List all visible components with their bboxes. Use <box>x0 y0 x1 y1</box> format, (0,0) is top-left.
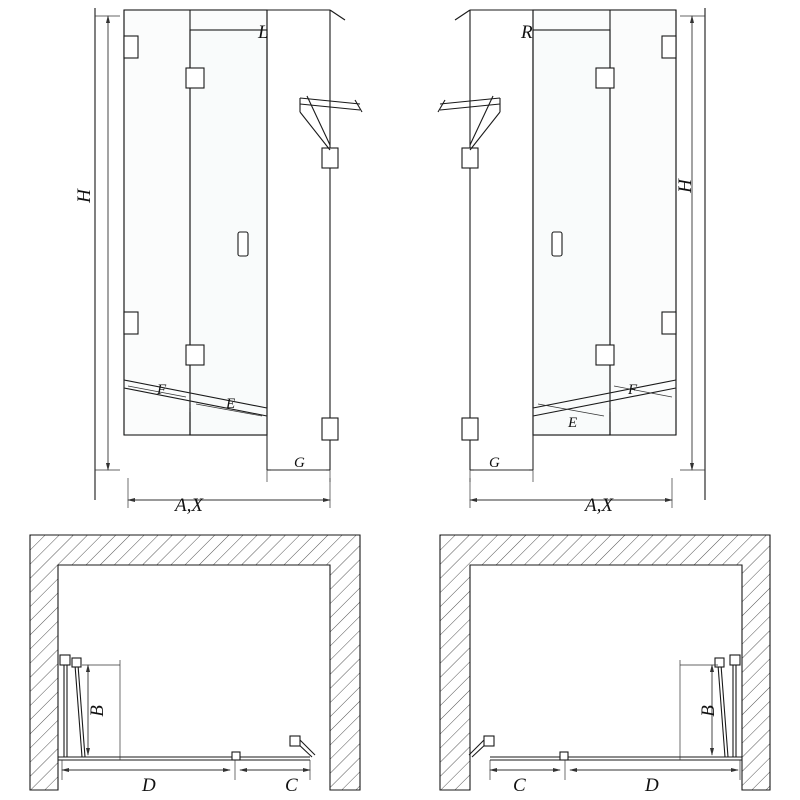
label-depth-right: B <box>697 705 719 717</box>
front-view-left <box>95 8 362 500</box>
label-width-right: A,X <box>585 495 613 516</box>
label-height-right: H <box>674 179 696 193</box>
label-handing-right: R <box>521 22 533 43</box>
dimension-height-left <box>95 16 120 470</box>
label-door-span-left: D <box>142 775 156 796</box>
label-depth-left: B <box>86 705 108 717</box>
label-panel-f-right: F <box>628 382 638 398</box>
plan-view-right <box>440 535 770 790</box>
dimension-width-right <box>470 478 672 508</box>
dimension-height-right <box>680 16 705 470</box>
label-panel-g-left: G <box>294 455 305 471</box>
dimension-width-left <box>128 478 330 508</box>
label-panel-f-left: F <box>157 382 167 398</box>
label-side-span-left: C <box>285 775 298 796</box>
plan-dimensions-right <box>490 660 740 780</box>
label-panel-e-left: E <box>226 396 236 412</box>
label-height-left: H <box>73 189 95 203</box>
label-panel-g-right: G <box>489 455 500 471</box>
label-side-span-right: C <box>513 775 526 796</box>
label-width-left: A,X <box>175 495 203 516</box>
plan-dimensions-left <box>62 660 310 780</box>
label-panel-e-right: E <box>568 415 578 431</box>
label-handing-left: L <box>258 22 269 43</box>
plan-view-left <box>30 535 360 790</box>
label-door-span-right: D <box>645 775 659 796</box>
